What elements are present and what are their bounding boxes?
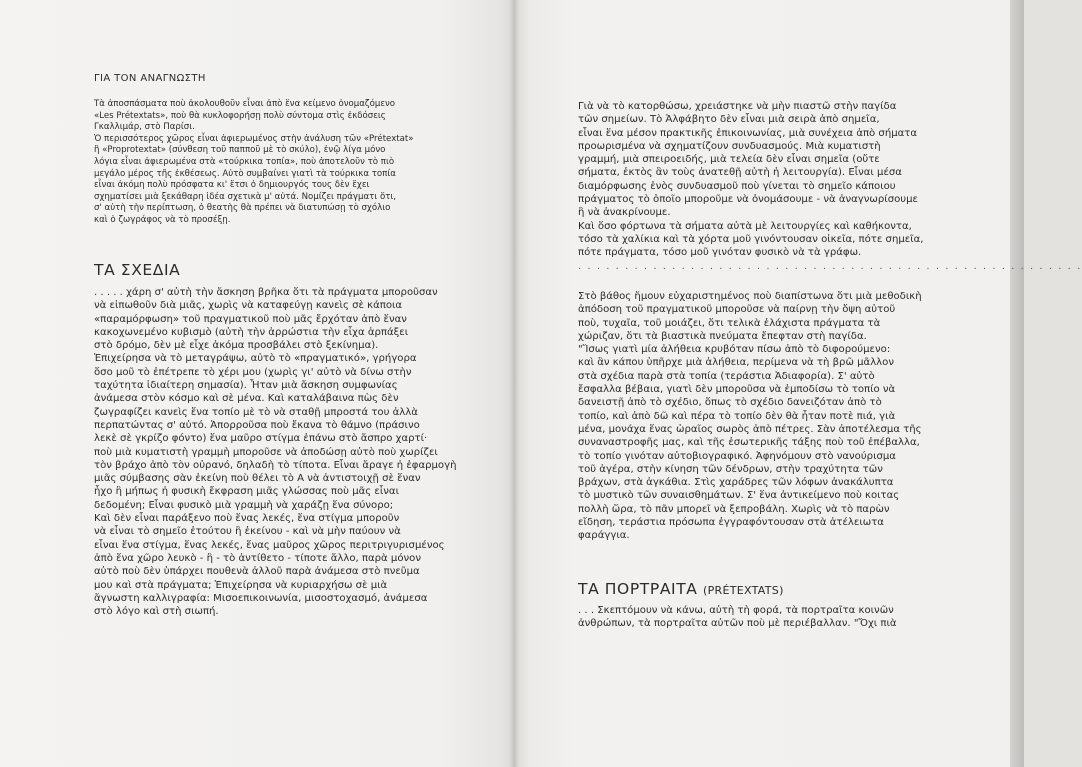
section-title-text: ΤΑ ΠΟΡΤΡΑΙΤΑ bbox=[578, 580, 698, 598]
text-line: βράχων, στὰ ἀγκάθια. Στὶς χαράδρες τῶν λόφων ἀνακάλυπτα bbox=[578, 477, 894, 489]
text-line: συναναστροφῆς μας, καὶ τῆς ἐσωτερικῆς τάξης ποὺ τοῦ ἐπέβαλλα, bbox=[578, 437, 920, 449]
text-line: Καὶ δὲν εἶναι παράξενο ποὺ ἕνας λεκές, ἕνα στίγμα μποροῦν bbox=[94, 513, 400, 525]
text-line: σήματα, ἐκτὸς ἂν τοὺς ἀνατεθῇ αὐτὴ ἡ λειτουργία). Εἶναι μέσα bbox=[578, 167, 902, 179]
text-line: πολλὴ ὥρα, τὸ πᾶν μπορεῖ νὰ ξεπροβάλη. Χωρὶς νὰ τὸ παρὼν bbox=[578, 503, 890, 515]
section-title-drawings: ΤΑ ΣΧΕΔΙΑ bbox=[94, 261, 181, 279]
text-line: λόγια εἶναι ἀφιερωμένα στὰ «τούρκικα τοπία», ποὺ ἀποτελοῦν τὸ πιὸ bbox=[94, 156, 395, 167]
text-line: πότε πράγματα, τόσο μοῦ γινόταν φυσικὸ νὰ τὰ γράφω. bbox=[578, 247, 862, 259]
text-line: μου καὶ στὰ πράγματα; Ἐπιχείρησα νὰ κυριαρχήσω σὲ μιὰ bbox=[94, 579, 388, 591]
text-line: χώριζαν, ὅτι τὰ βιαστικὰ πνεύματα ἔπεφταν στὴ παγίδα. bbox=[578, 330, 867, 342]
text-line: διαμόρφωσης ἑνὸς συνδυασμοῦ ποὺ γίνεται τὸ σημεῖο κάποιου bbox=[578, 180, 896, 192]
text-line: τοπίο, καὶ ἀπὸ δῶ καὶ πέρα τὸ τοπίο δὲν θὰ ἦταν ποτὲ πιά, γιὰ bbox=[578, 410, 896, 422]
text-line: περπατώντας σ' αὐτό. Ἀπορροῦσα ποὺ ἔκανα τὸ θάμνο (πράσινο bbox=[94, 419, 420, 431]
text-line: καὶ ἂν κάπου ὑπῆρχε μιὰ ἀλήθεια, περίμενα νὰ τὴ βρῶ μᾶλλον bbox=[578, 357, 894, 369]
text-line: Καὶ ὅσο φόρτωνα τὰ σήματα αὐτὰ μὲ λειτουργίες καὶ καθήκοντα, bbox=[578, 220, 912, 232]
text-line: καὶ ὁ ζωγράφος νὰ τὸ προσέξῃ. bbox=[94, 214, 231, 225]
text-line: τὸν βράχο ἀπὸ τὸν οὐρανό, δηλαδὴ τὸ τίποτα. Εἶναι ἄραγε ἡ ἐφαρμογὴ bbox=[94, 459, 457, 471]
text-line: Τὰ ἀποσπάσματα ποὺ ἀκολουθοῦν εἶναι ἀπὸ ἕνα κείμενο ὀνομαζόμενο bbox=[94, 99, 396, 109]
text-line: δεδομένη; Εἶναι φυσικὸ μιὰ γραμμὴ νὰ χαράζῃ ἕνα σύνορο; bbox=[94, 499, 394, 511]
text-line: νὰ εἶναι τὸ σημεῖο ἐτούτου ἢ ἐκείνου - καὶ νὰ μὴν παύουν νὰ bbox=[94, 526, 401, 538]
text-line: εἶναι ἕνα μέσον πρακτικῆς ἐπικοινωνίας, μιὰ συνέχεια ἀπὸ σήματα bbox=[578, 127, 918, 139]
text-line: μεγάλο μέρος τῆς ἐκθέσεως. Αὐτὸ συμβαίνει γιατὶ τὰ τούρκικα τοπία bbox=[94, 168, 396, 179]
text-line: «παραμόρφωση» τοῦ πραγματικοῦ ποὺ μᾶς ἔρχόταν ἀπὸ ἕναν bbox=[94, 313, 407, 325]
text-line: στὸ δρόμο, δὲν μὲ εἶχε ἀκόμα προσβάλει στὸ ξεκίνημα). bbox=[94, 340, 379, 352]
text-line: τὸ μυστικὸ τῶν συναισθημάτων. Σ' ἕνα ἀντικείμενο ποὺ κοιτας bbox=[578, 490, 900, 502]
text-line: ὅσο μοῦ τὸ ἐπέτρεπε τὸ χέρι μου (χωρὶς γι' αὐτὸ νὰ δίνω στὴν bbox=[94, 366, 412, 378]
text-line: λεκὲ σὲ γκρίζο φόντο) ἕνα μαῦρο στίγμα ἐπάνω στὸ ἄσπρο χαρτί· bbox=[94, 433, 428, 445]
section-title-portraits bbox=[578, 580, 784, 598]
text-line: "Ἴσως γιατὶ μία ἀλήθεια κρυβόταν πίσω ἀπὸ τὸ διφορούμενο: bbox=[578, 344, 891, 356]
text-line: εἶναι ἕνα στίγμα, ἕνας λεκές, ἕνας μαῦρος χῶρος περιτριγυρισμένος bbox=[94, 539, 445, 551]
text-line: στὸ λόγο καὶ στὴ σιωπή. bbox=[94, 606, 219, 618]
text-line: . . . . . χάρη σ' αὐτὴ τὴν ἄσκηση βρῆκα ὅτι τὰ πράγματα μποροῦσαν bbox=[94, 287, 438, 298]
text-line: Ὁ περισσότερος χῶρος εἶναι ἀφιερωμένος στὴν ἀνάλυση τῶν «Prétextat» bbox=[94, 133, 414, 144]
text-line: σ' αὐτὴ τὴν περίπτωση, ὁ θεατὴς θὰ πρέπει νὰ διατυπώσῃ τὸ σχόλιο bbox=[94, 203, 391, 214]
reader-note-text bbox=[94, 99, 414, 227]
signs-body-text bbox=[578, 100, 1082, 273]
text-line: γραμμή, μιὰ σπειροειδής, μιὰ τελεία δὲν εἶναι σημεῖα (οὔτε bbox=[578, 154, 880, 166]
text-line: τῶν σημείων. Τὸ Ἀλφάβητο δὲν εἶναι μιὰ σειρὰ ἀπὸ σημεῖα, bbox=[578, 114, 880, 126]
section-subtitle: (PRÉTEXTATS) bbox=[703, 584, 784, 597]
text-line: Γκαλλιμάρ, στὸ Παρίσι. bbox=[94, 122, 195, 133]
text-line: εἶναι ἀκόμη πολὺ πρόσφατα κι' ἔτσι ὁ δημιουργός τους δὲν ἔχει bbox=[94, 180, 370, 191]
text-line: σχηματίσει μιὰ ξεκάθαρη ἰδέα σχετικὰ μ' αὐτά. Νομίζει πράγματι ὅτι, bbox=[94, 191, 397, 202]
text-line: νὰ εἰπωθοῦν διὰ μιᾶς, χωρὶς νὰ καταφεύγῃ κανεὶς σὲ κάποια bbox=[94, 300, 403, 312]
text-line: Γιὰ νὰ τὸ κατορθώσω, χρειάστηκε νὰ μὴν πιαστῶ στὴν παγίδα bbox=[578, 101, 897, 112]
text-line: πράγματος τὸ ὁποῖο μποροῦμε νὰ ὀνομάσουμε - νὰ ἀναγνωρίσουμε bbox=[578, 194, 918, 206]
text-line: ποὺ μιὰ κυματιστὴ γραμμὴ μποροῦσε νὰ ἀποδώσῃ αὐτὸ ποὺ χωρίζει bbox=[94, 446, 438, 458]
text-line: τὸ τοπίο γινόταν αὐτοβιογραφικό. Ἀφηνόμουν στὸ νανούρισμα bbox=[578, 450, 896, 462]
text-line: ἢ «Proprotextat» (σύνθεση τοῦ παπποῦ μὲ τὸ σκύλο), ἐνῷ λίγα μόνο bbox=[94, 145, 386, 156]
text-line: ἔσφαλλα βέβαια, γιατὶ δὲν μποροῦσα νὰ ἐμποδίσω τὸ τοπίο νὰ bbox=[578, 384, 896, 396]
text-line: τοῦ ἀγέρα, στὴν κίνηση τῶν δένδρων, στὴν τραχύτητα τῶν bbox=[578, 463, 883, 475]
text-line: τόσο τὰ χαλίκια καὶ τὰ χόρτα μοῦ γινόντουσαν οἰκεῖα, πότε σημεῖα, bbox=[578, 233, 924, 245]
text-line: ποὺ, τυχαῖα, τοῦ μοιάζει, ὅτι τελικὰ ἐλάχιστα πράγματα τὰ bbox=[578, 317, 881, 329]
book-gutter bbox=[509, 0, 519, 767]
text-line: ἦχο ἢ μήπως ἡ φυσικὴ ἔκφραση μιᾶς γλώσσας ποὺ μᾶς εἶναι bbox=[94, 486, 399, 498]
text-line: ἄγνωστη καλλιγραφία: Μισοεπικοινωνία, μισοστοχασμό, ἀνάμεσα bbox=[94, 592, 428, 604]
text-line: μένα, μονάχα ἕνας ὡραῖος σωρὸς ἀπὸ πέτρες. Σὰν ἀποτέλεσμα τῆς bbox=[578, 423, 922, 435]
text-line: αὐτὸ ποὺ δὲν ὑπάρχει πουθενὰ ἀλλοῦ παρὰ ἀνάμεσα στὸ πνεῦμα bbox=[94, 566, 420, 578]
landscape-body-text bbox=[578, 290, 922, 543]
text-line: ἀπόδοση τοῦ πραγματικοῦ μποροῦσε νὰ παίρνῃ τὴν ὄψη αὐτοῦ bbox=[578, 304, 896, 316]
text-line: ἀπὸ ἕνα χῶρο λευκὸ - ἢ - τὸ ἀντίθετο - τίποτε ἄλλο, παρὰ μόνον bbox=[94, 552, 421, 564]
text-line: ἢ νὰ ἀνακρίνουμε. bbox=[578, 207, 671, 219]
text-line: στὰ σχέδια παρὰ στὰ τοπία (τεράστια Ἀδιαφορία). Σ' αὐτὸ bbox=[578, 370, 875, 382]
text-line: «Les Prétextats», ποὺ θὰ κυκλοφορήσῃ πολὺ σύντομα στὶς ἐκδόσεις bbox=[94, 110, 386, 121]
text-line: εἴδηση, τεράστια πρόσωπα ἐγγραφόντουσαν στὰ ἀτέλειωτα bbox=[578, 517, 884, 529]
text-line: ἀνάμεσα στὸν κόσμο καὶ σὲ μένα. Καὶ καταλάβαινα πὼς δὲν bbox=[94, 393, 399, 405]
text-line: ταχύτητα ἰδιαίτερη σημασία). Ἦταν μιὰ ἄσκηση συμφωνίας bbox=[94, 380, 398, 392]
text-line: κακοχωνεμένο κυβισμὸ (αὐτὴ τὴν ἀρρώστια τὴν εἶχα ἁρπάξει bbox=[94, 326, 409, 338]
text-line: Στὸ βάθος ἤμουν εὐχαριστημένος ποὺ διαπίστωνα ὅτι μιὰ μεθοδικὴ bbox=[578, 291, 922, 302]
dotted-separator: . . . . . . . . . . . . . . . . . . . . . . . . . . . . . . . . . . . . . . . . . . . . . . . . . . . . . . bbox=[578, 260, 1082, 272]
drawings-body-text bbox=[94, 286, 456, 618]
portraits-body-text bbox=[578, 604, 897, 631]
text-line: . . . Σκεπτόμουν νὰ κάνω, αὐτὴ τὴ φορά, τὰ πορτραῖτα κοινῶν bbox=[578, 605, 894, 616]
text-line: δανειστῇ ἀπὸ τὸ σχέδιο, ὅπως τὸ σχέδιο δανειζόταν ἀπὸ τὸ bbox=[578, 397, 882, 409]
text-line: προωρισμένα νὰ σχηματίζουν συνδυασμούς. Μιὰ κυματιστὴ bbox=[578, 140, 881, 152]
text-line: ζωγραφίζει κανεὶς ἕνα τοπίο μὲ τὸ νὰ σταθῇ μπροστά του ἀλλὰ bbox=[94, 406, 418, 418]
text-line: φαράγγια. bbox=[578, 530, 630, 542]
reader-note-heading: ΓΙΑ ΤΟΝ ΑΝΑΓΝΩΣΤΗ bbox=[94, 73, 206, 84]
text-line: ἀνθρώπων, τὰ πορτραῖτα αὐτῶν ποὺ μὲ περιέβαλλαν. "Ὄχι πιὰ bbox=[578, 618, 897, 630]
text-line: Ἐπιχείρησα νὰ τὸ μεταγράψω, αὐτὸ τὸ «πραγματικό», γρήγορα bbox=[94, 353, 417, 365]
text-line: μιᾶς σύμβασης σὰν ἐκείνη ποὺ θέλει τὸ Α νὰ ἀντιστοιχῇ σὲ ἕναν bbox=[94, 473, 421, 485]
